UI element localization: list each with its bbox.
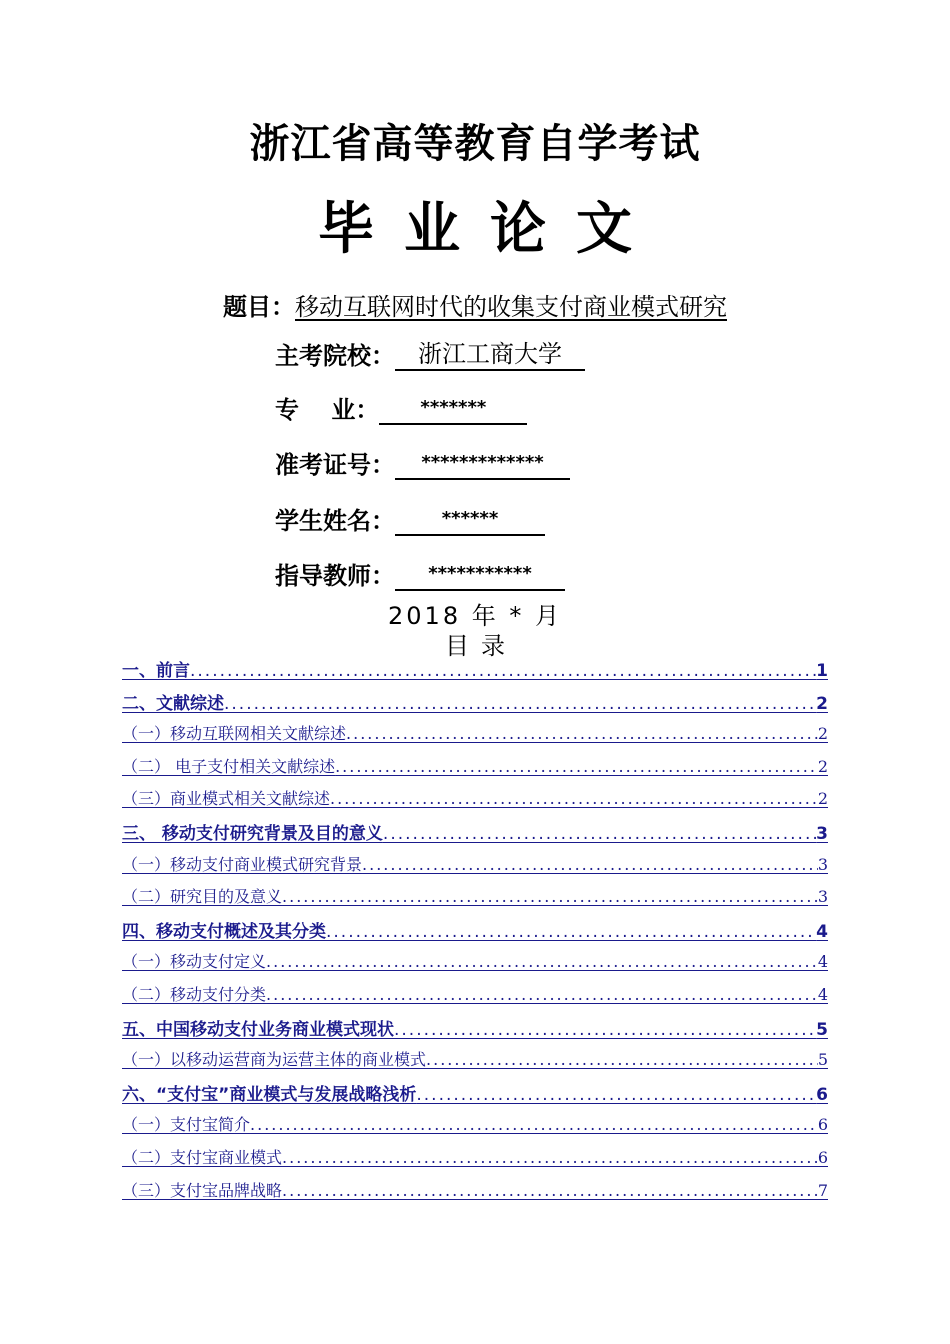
toc-dot-leader [335, 757, 818, 776]
exam-id-value: ************* [395, 448, 570, 480]
student-name-label: 学生姓名： [275, 507, 395, 535]
toc-entry [122, 685, 828, 718]
toc-page-number: 1 [816, 661, 828, 681]
toc-dot-leader [266, 985, 818, 1004]
major-field [275, 390, 527, 425]
toc-page-number: 3 [817, 887, 828, 907]
toc-link[interactable] [122, 1080, 828, 1105]
toc-page-number: 6 [817, 1147, 828, 1167]
school-label: 主考院校： [275, 342, 395, 370]
exam-id-field [275, 445, 570, 480]
toc-entry-title: （三）支付宝品牌战略 [122, 1180, 283, 1200]
toc-entry-title: 四、移动支付概述及其分类 [122, 921, 326, 942]
toc-title: 目录 [445, 632, 517, 660]
toc-entry [122, 1174, 828, 1207]
exam-id-label: 准考证号： [275, 451, 395, 479]
toc-entry-title: 二、文献综述 [122, 693, 224, 714]
toc-link[interactable] [122, 1112, 828, 1135]
toc-entry-title: （二）研究目的及意义 [122, 887, 283, 907]
school-field [275, 336, 585, 371]
toc-dot-leader [426, 1050, 818, 1069]
toc-entry-title: （一）以移动运营商为运营主体的商业模式 [122, 1050, 427, 1070]
toc-entry [122, 1141, 828, 1174]
toc-entry [122, 782, 828, 815]
school-value: 浙江工商大学 [395, 339, 585, 371]
toc-link[interactable] [122, 721, 828, 744]
toc-entry-title: （二）移动支付分类 [122, 984, 267, 1004]
toc-entry-title: （二）支付宝商业模式 [122, 1147, 283, 1167]
toc-page-number: 6 [816, 1084, 828, 1105]
toc-page-number: 2 [817, 756, 828, 776]
toc-entry-title: （二） 电子支付相关文献综述 [122, 756, 336, 776]
toc-page-number: 2 [817, 724, 828, 744]
toc-entry-title: （一）移动支付商业模式研究背景 [122, 854, 363, 874]
topic-label: 题目： [223, 293, 295, 321]
toc-dot-leader [383, 824, 816, 844]
advisor-value: *********** [395, 559, 565, 591]
toc-entry [122, 1076, 828, 1109]
toc-entry [122, 1043, 828, 1076]
toc-dot-leader [346, 724, 818, 743]
toc-link[interactable] [122, 982, 828, 1005]
toc-entry-title: 六、“支付宝”商业模式与发展战略浅析 [122, 1084, 417, 1105]
toc-link[interactable] [122, 1145, 828, 1168]
toc-entry-title: （一）移动互联网相关文献综述 [122, 724, 347, 744]
toc-dot-leader [282, 1148, 818, 1167]
advisor-label: 指导教师： [275, 562, 395, 590]
toc-link[interactable] [122, 1047, 828, 1070]
toc-page-number: 3 [817, 854, 828, 874]
advisor-field [275, 556, 565, 591]
exam-title: 浙江省高等教育自学考试 [249, 120, 701, 167]
toc-link[interactable] [122, 689, 828, 714]
toc-page-number: 4 [816, 921, 828, 942]
toc-link[interactable] [122, 656, 828, 681]
toc-dot-leader [266, 952, 818, 971]
date-line: 2018 年 * 月 [388, 602, 562, 630]
toc-entry [122, 913, 828, 946]
toc-page-number: 4 [817, 984, 828, 1004]
toc-entry-title: 三、 移动支付研究背景及目的意义 [122, 823, 383, 844]
toc-page-number: 6 [817, 1115, 828, 1135]
toc-dot-leader [282, 887, 818, 906]
toc-dot-leader [326, 922, 816, 942]
toc-page-number: 5 [816, 1019, 828, 1040]
toc-link[interactable] [122, 754, 828, 777]
thesis-title: 毕业论文 [318, 197, 662, 262]
toc-dot-leader [416, 1085, 816, 1105]
major-value: ******* [379, 393, 527, 425]
toc-link[interactable] [122, 949, 828, 972]
toc-dot-leader [250, 1115, 818, 1134]
toc-page-number: 5 [817, 1050, 828, 1070]
toc-entry [122, 945, 828, 978]
toc-link[interactable] [122, 884, 828, 907]
toc-entry [122, 750, 828, 783]
toc-entry-title: （三）商业模式相关文献综述 [122, 789, 331, 809]
toc-entry-title: （一）支付宝简介 [122, 1115, 251, 1135]
toc-entry [122, 1011, 828, 1044]
toc-link[interactable] [122, 786, 828, 809]
toc-page-number: 4 [817, 952, 828, 972]
student-name-value: ****** [395, 504, 545, 536]
toc-entry [122, 978, 828, 1011]
toc-entry [122, 848, 828, 881]
toc-dot-leader [224, 694, 816, 714]
toc-page-number: 2 [816, 693, 828, 714]
toc-link[interactable] [122, 1178, 828, 1201]
toc-entry [122, 652, 828, 685]
toc-link[interactable] [122, 1015, 828, 1040]
toc-entry [122, 1108, 828, 1141]
toc-dot-leader [282, 1181, 818, 1200]
toc-entry-title: （一）移动支付定义 [122, 952, 267, 972]
topic-line [0, 287, 950, 322]
toc-entry [122, 815, 828, 848]
toc-entry-title: 五、中国移动支付业务商业模式现状 [122, 1019, 394, 1040]
topic-value: 移动互联网时代的收集支付商业模式研究 [295, 293, 727, 321]
table-of-contents [122, 652, 828, 1206]
toc-entry [122, 717, 828, 750]
toc-dot-leader [362, 855, 818, 874]
major-label: 专 业： [275, 396, 380, 424]
toc-page-number: 7 [817, 1180, 828, 1200]
toc-page-number: 3 [816, 823, 828, 844]
toc-entry [122, 880, 828, 913]
toc-dot-leader [394, 1020, 816, 1040]
student-name-field [275, 501, 545, 536]
toc-link[interactable] [122, 852, 828, 875]
toc-dot-leader [190, 661, 816, 681]
toc-link[interactable] [122, 819, 828, 844]
toc-link[interactable] [122, 917, 828, 942]
toc-dot-leader [330, 789, 818, 808]
toc-page-number: 2 [817, 789, 828, 809]
toc-entry-title: 一、前言 [122, 661, 190, 681]
